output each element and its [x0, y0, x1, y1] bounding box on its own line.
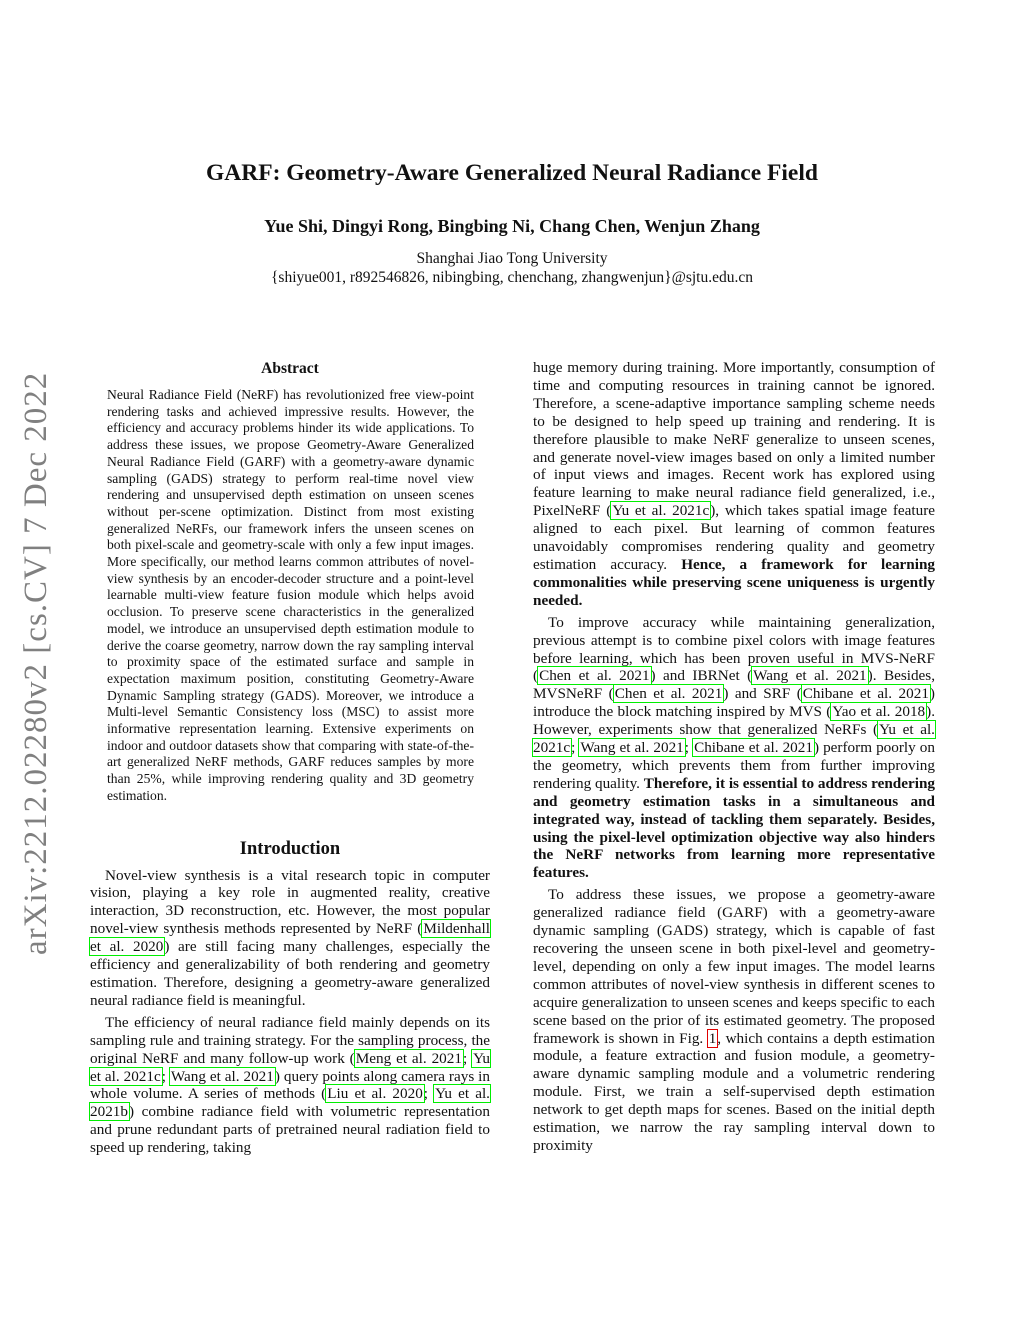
- arxiv-identifier: arXiv:2212.02280v2 [cs.CV] 7 Dec 2022: [18, 371, 54, 955]
- citation-link[interactable]: Mildenhall et al. 2020: [90, 920, 490, 956]
- citation-link[interactable]: Chibane et al. 2021: [802, 685, 929, 703]
- emphasis-text: Therefore, it is essential to address rendering and geometry estimation tasks in a simultaneous and integrated way, instead of tackling them separately. Besides, using the pixel-level optimization objective way also hinders the NeRF networks from learning more representative features.: [533, 774, 935, 882]
- citation-link[interactable]: Wang et al. 2021: [170, 1067, 274, 1085]
- affiliation-block: [0, 249, 1024, 287]
- paper-title: GARF: Geometry-Aware Generalized Neural Radiance Field: [206, 160, 818, 186]
- right-column: [533, 359, 935, 1155]
- citation-link[interactable]: Liu et al. 2020: [327, 1085, 423, 1103]
- intro-paragraph-3: huge memory during training. More importantly, consumption of time and computing resources in training cannot be ignored. Therefore, a scene-adaptive importance sampling scheme needs to be designed to help speed up training and rendering. It is therefore plausible to make NeRF generalize to unseen scenes, and generate novel-view images based on only a limited number of input views and images. Recent work has explored using feature learning to make neural radiance field generalized, i.e., PixelNeRF (Yu et al. 2021c), which takes spatial image feature aligned to each pixel. But learning of common features unavoidably compromises rendering quality and geometry estimation accuracy. Hence, a framework for learning commonalities while preserving scene uniqueness is urgently needed.: [533, 359, 936, 609]
- citation-link[interactable]: Yu et al. 2021b: [90, 1085, 490, 1121]
- figure-link[interactable]: 1: [708, 1029, 717, 1047]
- intro-paragraph-1: Novel-view synthesis is a vital research topic in computer vision, playing a key role in augmented reality, creative interaction, 3D reconstruction, etc. However, the most popular novel-view synthesis methods represented by NeRF (Mildenhall et al. 2020) are still facing many challenges, especially the efficiency and generalizability of both rendering and geometry estimation. Therefore, designing a geometry-aware generalized neural radiance field is meaningful.: [90, 866, 490, 1009]
- affiliation: Shanghai Jiao Tong University: [416, 250, 608, 267]
- citation-link[interactable]: Wang et al. 2021: [580, 739, 684, 757]
- citation-link[interactable]: Wang et al. 2021: [753, 667, 867, 685]
- intro-paragraph-5: To address these issues, we propose a geometry-aware generalized radiance field (GARF) with a geometry-aware dynamic sampling (GADS) strategy, which is capable of fast recovering the unseen scene in both pixel-level and geometry-level, depending on only a few input images. The model learns common attributes of novel-view synthesis in different scenes to acquire generalization to unseen scenes and keeps specific to each scene based on the prior of its estimated geometry. The proposed framework is shown in Fig. 1, which contains a depth estimation module, a feature extraction and fusion module, a geometry-aware dynamic sampling module and a volumetric rendering module. First, we train a self-supervised depth estimation network to get depth maps for scenes. Based on the initial depth estimation, we narrow the ray sampling interval down to proximity: [533, 886, 935, 1154]
- abstract-heading: Abstract: [261, 360, 319, 377]
- citation-link[interactable]: Yao et al. 2018: [832, 703, 926, 721]
- emphasis-text: Hence, a framework for learning commonalities while preserving scene uniqueness is urgently needed.: [533, 555, 936, 609]
- citation-link[interactable]: Chen et al. 2021: [614, 685, 723, 703]
- intro-paragraph-2: The efficiency of neural radiance field mainly depends on its sampling rule and training strategy. For the sampling process, the original NeRF and many follow-up work (Meng et al. 2021; Yu et al. 2021c; Wang et al. 2021) query points along camera rays in whole volume. A series of methods (Liu et al. 2020; Yu et al. 2021b) combine radiance field with volumetric representation and prune redundant parts of pretrained neural radiation field to speed up rendering, taking: [90, 1013, 490, 1157]
- author-emails: {shiyue001, r892546826, nibingbing, chenchang, zhangwenjun}@sjtu.edu.cn: [270, 269, 753, 286]
- introduction-heading: Introduction: [239, 838, 341, 859]
- citation-link[interactable]: Chen et al. 2021: [539, 667, 650, 685]
- citation-link[interactable]: Yu et al. 2021c: [533, 721, 935, 757]
- abstract-text: Neural Radiance Field (NeRF) has revolutionized free view-point rendering tasks and achieved impressive results. However, the efficiency and accuracy problems hinder its wide applications. To address these issues, we propose Geometry-Aware Generalized Neural Radiance Field (GARF) with a geometry-aware dynamic sampling (GADS) strategy to perform real-time novel view rendering and unsupervised depth estimation on unseen scenes without per-scene optimization. Distinct from most existing generalized NeRFs, our framework infers the unseen scenes on both pixel-scale and geometry-scale with only a few input images. More specifically, our method learns common attributes of novel-view synthesis by an encoder-decoder structure and a point-level learnable multi-view feature fusion module which helps avoid occlusion. To preserve scene characteristics in the generalized model, we introduce an unsupervised depth estimation module to derive the coarse geometry, narrow down the ray sampling interval to proximity space of the estimated surface and sample in expectation maximum position, constituting Geometry-Aware Dynamic Sampling strategy (GADS). Moreover, we introduce a Multi-level Semantic Consistency loss (MSC) to assist more informative representation learning. Extensive experiments on indoor and outdoor datasets show that comparing with state-of-the-art generalized NeRF methods, GARF reduces samples by more than 25%, while improving rendering quality and 3D geometry estimation.: [107, 387, 474, 803]
- citation-link[interactable]: Meng et al. 2021: [355, 1049, 462, 1067]
- citation-link[interactable]: Yu et al. 2021c: [612, 502, 710, 520]
- author-list: Yue Shi, Dingyi Rong, Bingbing Ni, Chang Chen, Wenjun Zhang: [264, 216, 760, 236]
- left-column: [90, 360, 490, 1157]
- citation-link[interactable]: Yu et al. 2021c: [90, 1049, 490, 1085]
- intro-paragraph-4: To improve accuracy while maintaining generalization, previous attempt is to combine pixel colors with image features before learning, which has been proven useful in MVS-NeRF (Chen et al. 2021) and IBRNet (Wang et al. 2021). Besides, MVSNeRF (Chen et al. 2021) and SRF (Chibane et al. 2021) introduce the block matching inspired by MVS (Yao et al. 2018). However, experiments show that generalized NeRFs (Yu et al. 2021c; Wang et al. 2021; Chibane et al. 2021) perform poorly on the geometry, which prevents them from further improving rendering quality. Therefore, it is essential to address rendering and geometry estimation tasks in a simultaneous and integrated way, instead of tackling them separately. Besides, using the pixel-level optimization objective way also hinders the NeRF networks from learning more representative features.: [533, 613, 935, 882]
- citation-link[interactable]: Chibane et al. 2021: [694, 739, 813, 757]
